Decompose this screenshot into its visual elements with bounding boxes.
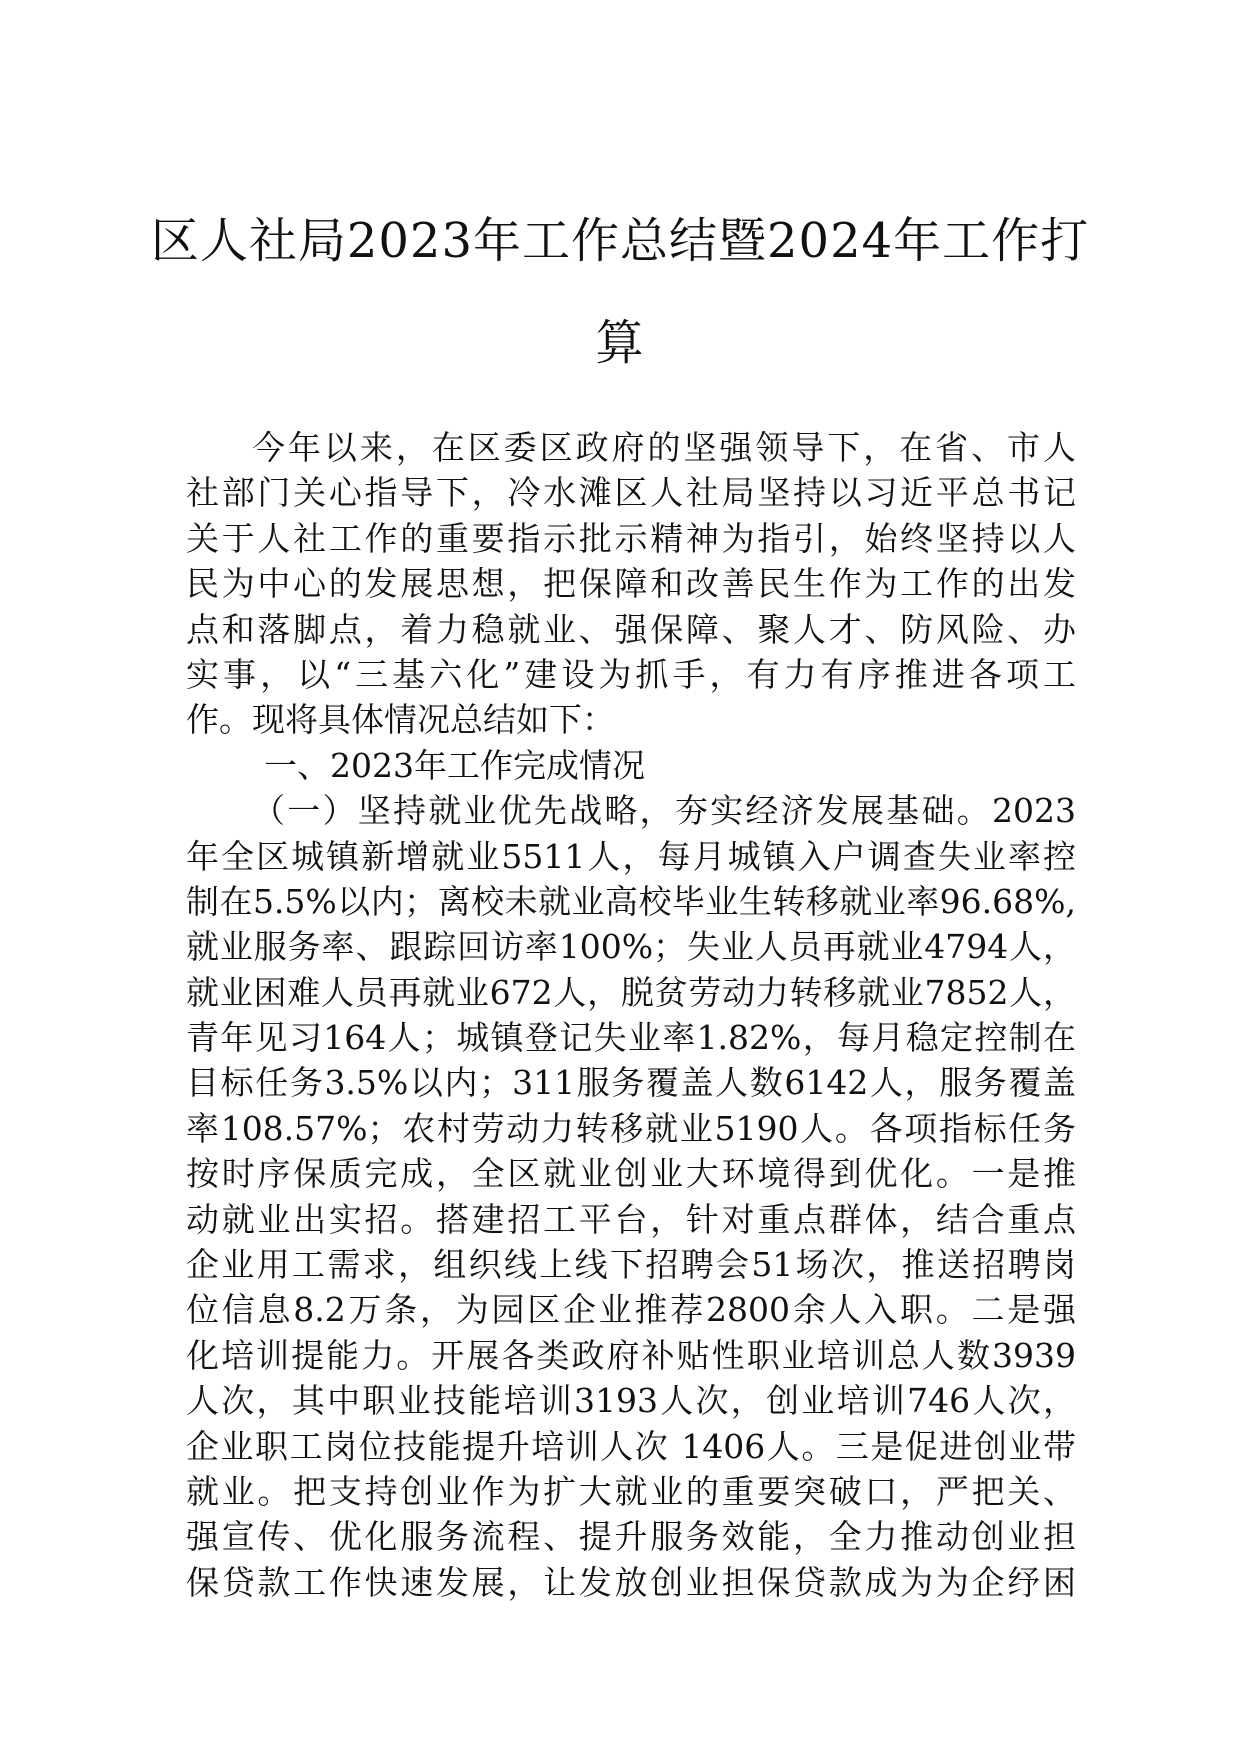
body-line: 目标任务3.5%以内；311服务覆盖人数6142人，服务覆盖 bbox=[186, 1063, 1076, 1103]
body-line: 关于人社工作的重要指示批示精神为指引，始终坚持以人 bbox=[186, 518, 1076, 558]
body-line: 制在5.5%以内；离校未就业高校毕业生转移就业率96.68%, bbox=[186, 881, 1076, 921]
document-body bbox=[186, 425, 1076, 1605]
body-line: 就业困难人员再就业672人，脱贫劳动力转移就业7852人， bbox=[186, 972, 1076, 1012]
body-line: 企业职工岗位技能提升培训人次 1406人。三是促进创业带 bbox=[186, 1426, 1076, 1466]
body-line: 青年见习164人；城镇登记失业率1.82%，每月稳定控制在 bbox=[186, 1018, 1076, 1058]
body-line: 动就业出实招。搭建招工平台，针对重点群体，结合重点 bbox=[186, 1199, 1076, 1239]
body-line: 今年以来，在区委区政府的坚强领导下，在省、市人 bbox=[252, 428, 1076, 467]
body-line: 率108.57%；农村劳动力转移就业5190人。各项指标任务 bbox=[186, 1108, 1076, 1148]
body-line: 民为中心的发展思想，把保障和改善民生作为工作的出发 bbox=[186, 564, 1076, 604]
body-line: 位信息8.2万条，为园区企业推荐2800余人入职。二是强 bbox=[186, 1290, 1076, 1330]
body-line: 点和落脚点，着力稳就业、强保障、聚人才、防风险、办 bbox=[186, 609, 1076, 649]
body-line: 就业。把支持创业作为扩大就业的重要突破口，严把关、 bbox=[186, 1471, 1076, 1511]
section-heading: 一、2023年工作完成情况 bbox=[264, 745, 645, 785]
body-line: 人次，其中职业技能培训3193人次，创业培训746人次， bbox=[186, 1381, 1076, 1421]
body-line: 就业服务率、跟踪回访率100%；失业人员再就业4794人， bbox=[186, 927, 1076, 967]
body-line: 作。现将具体情况总结如下： bbox=[186, 700, 615, 740]
title-line-2: 算 bbox=[595, 315, 645, 371]
body-line: 保贷款工作快速发展，让发放创业担保贷款成为为企纾困 bbox=[186, 1562, 1076, 1602]
body-line: 强宣传、优化服务流程、提升服务效能，全力推动创业担 bbox=[186, 1517, 1076, 1557]
body-line: 实事，以“三基六化”建设为抓手，有力有序推进各项工 bbox=[186, 654, 1076, 694]
document-title bbox=[150, 190, 1090, 394]
title-line-1: 区人社局2023年工作总结暨2024年工作打 bbox=[150, 213, 1090, 269]
body-line: 社部门关心指导下，冷水滩区人社局坚持以习近平总书记 bbox=[186, 473, 1076, 513]
body-line: 年全区城镇新增就业5511人，每月城镇入户调查失业率控 bbox=[186, 836, 1076, 876]
body-line: 按时序保质完成，全区就业创业大环境得到优化。一是推 bbox=[186, 1154, 1076, 1194]
body-line: （一）坚持就业优先战略，夯实经济发展基础。2023 bbox=[252, 791, 1076, 831]
body-line: 企业用工需求，组织线上线下招聘会51场次，推送招聘岗 bbox=[186, 1245, 1076, 1285]
body-line: 化培训提能力。开展各类政府补贴性职业培训总人数3939 bbox=[186, 1335, 1076, 1375]
